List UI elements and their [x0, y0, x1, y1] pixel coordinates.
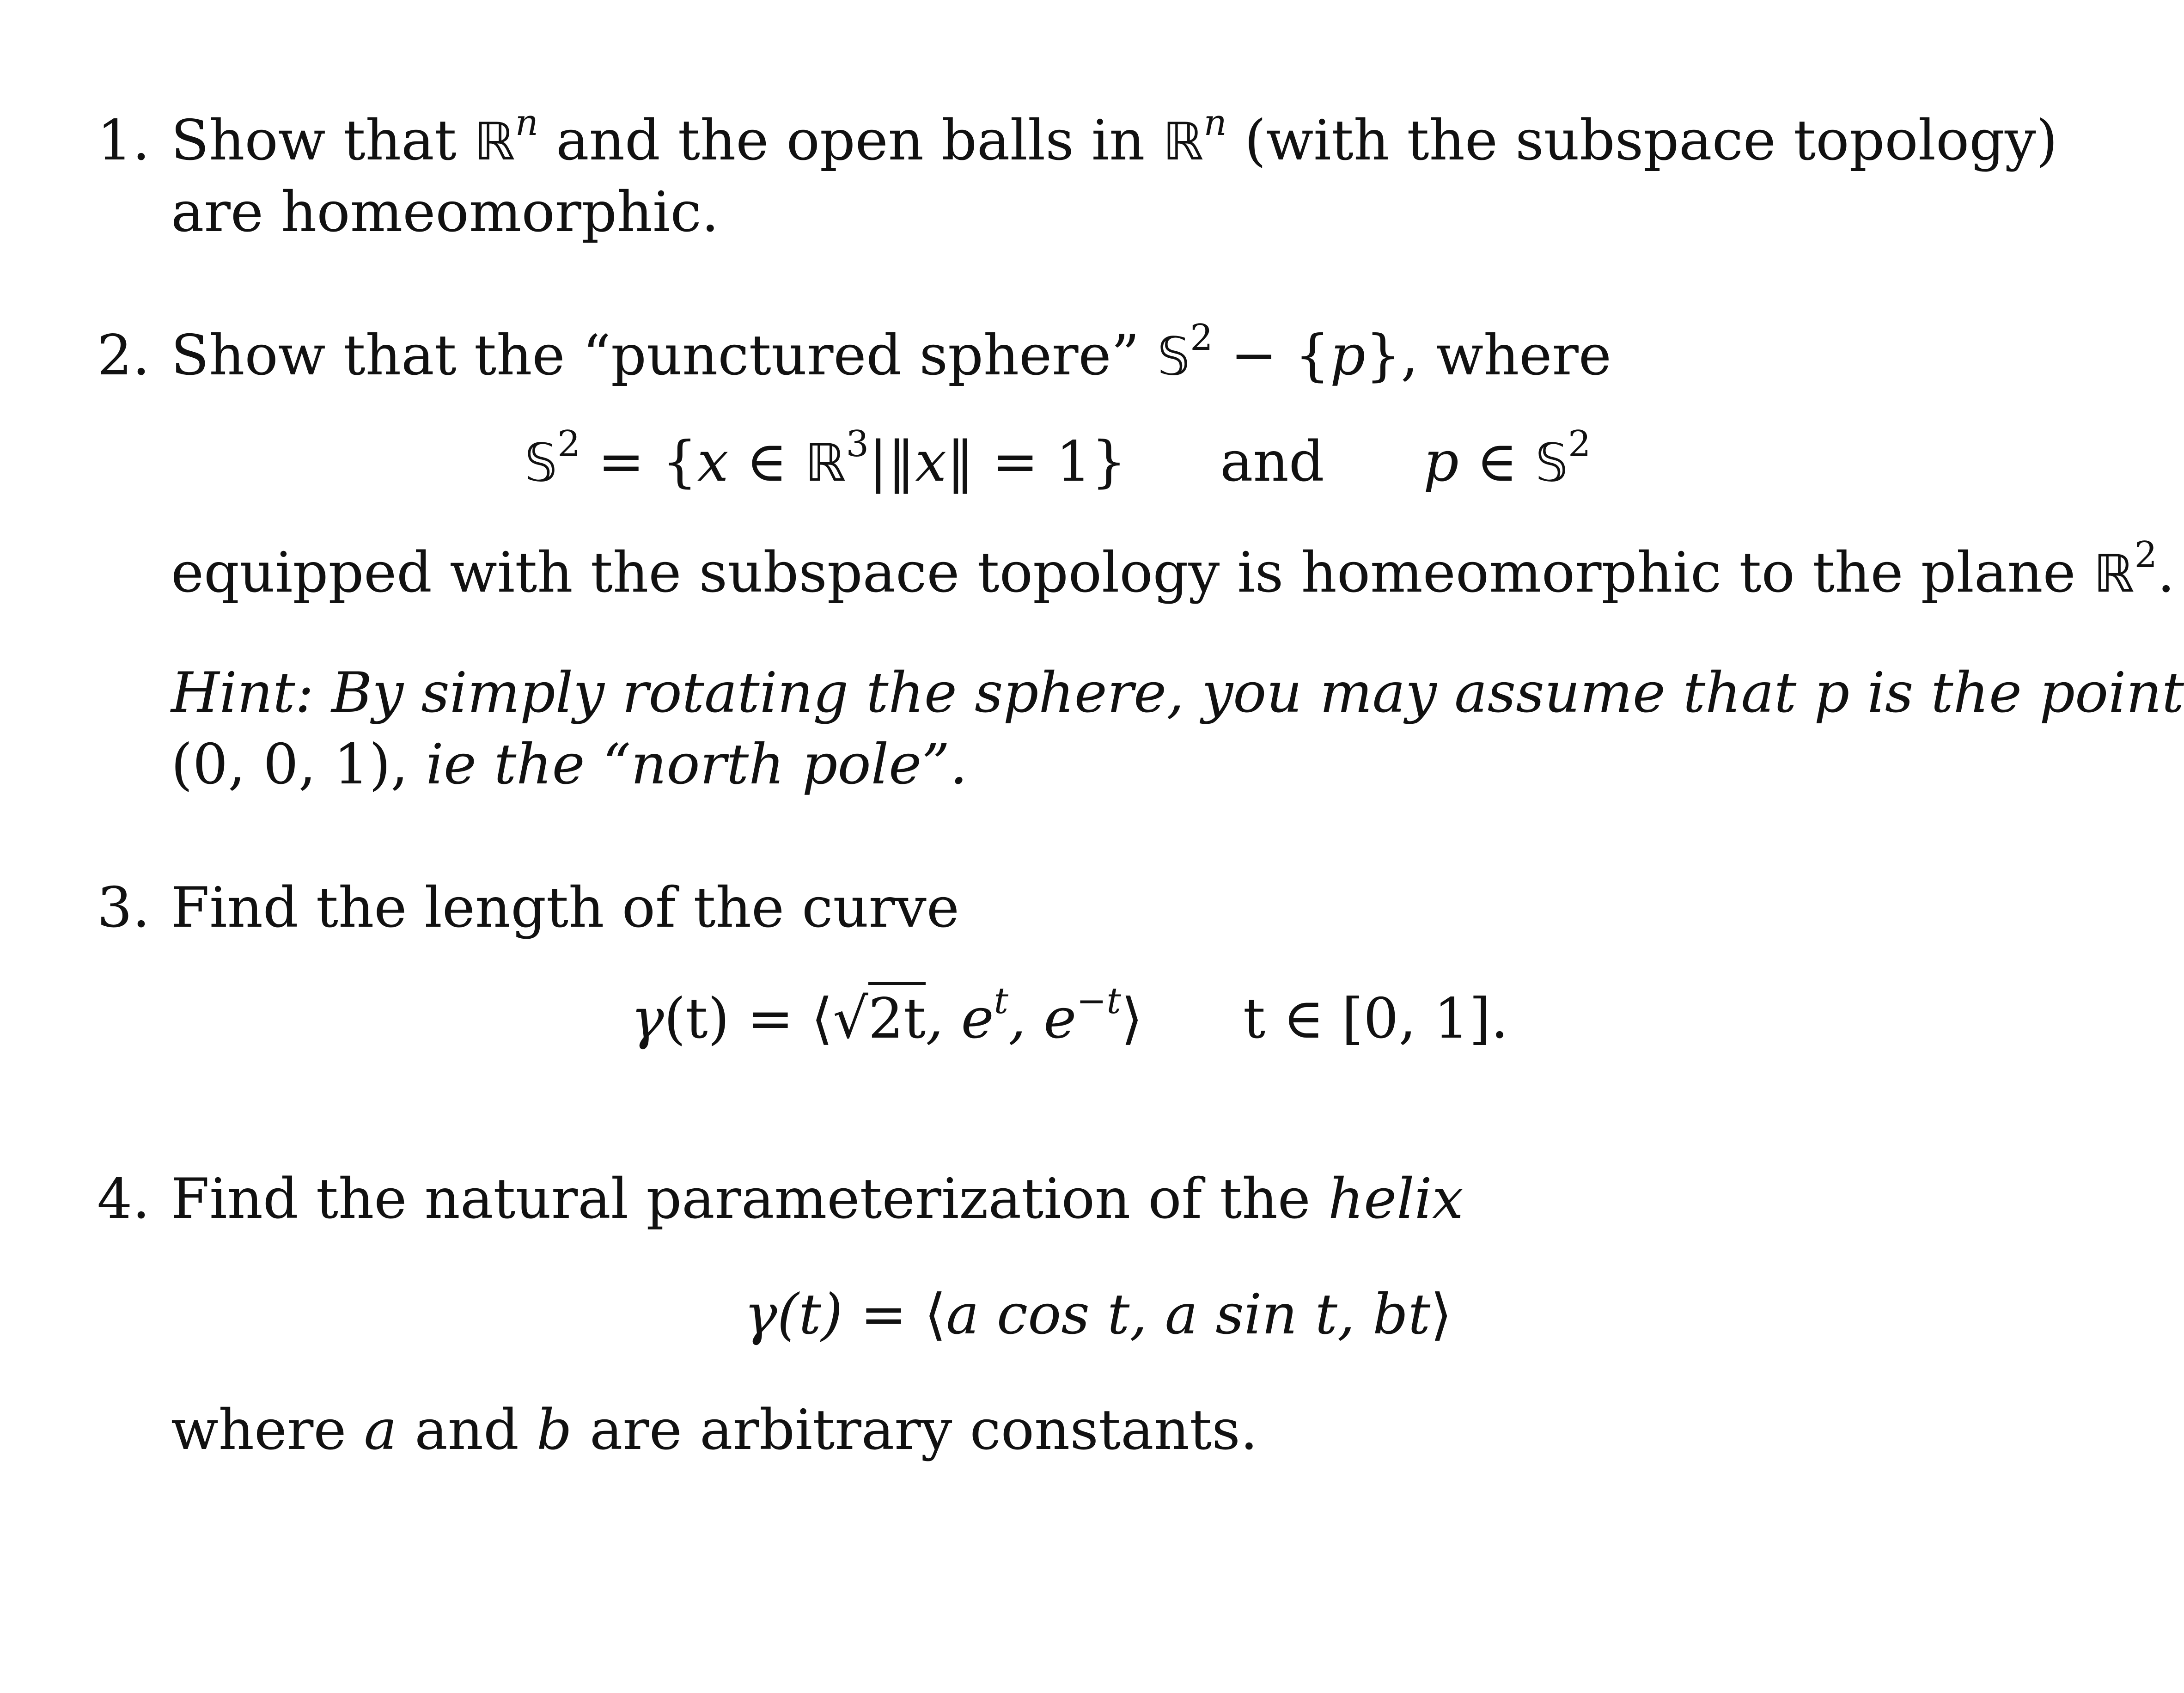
exponent: 3 [846, 423, 869, 465]
variable: b [537, 1398, 572, 1462]
problem-1-line-2: are homeomorphic. [171, 180, 719, 244]
text: is the point [1849, 661, 2184, 725]
exponent: t [994, 980, 1008, 1022]
problem-2-line-2 [171, 534, 2175, 609]
text: where [171, 1398, 364, 1462]
variable: a [364, 1398, 397, 1462]
problem-1-line-1 [171, 102, 2058, 177]
exponent: n [1203, 102, 1227, 144]
problem-3-line-1: Find the length of the curve [171, 876, 959, 940]
sphere-definition-formula [525, 423, 1127, 498]
problem-4-line-1 [171, 1165, 1464, 1234]
variable: γ(t) [744, 1283, 843, 1347]
exponent: 2 [2134, 534, 2158, 576]
text: Show that [171, 109, 475, 173]
reals-symbol: ℝ [1162, 112, 1204, 172]
sphere-symbol: 𝕊 [1535, 433, 1568, 493]
text: ∈ [1458, 430, 1535, 494]
problem-2-line-1 [171, 317, 1611, 391]
exponent: 2 [1568, 423, 1591, 465]
exponent: n [515, 102, 538, 144]
text: (with the subspace topology) [1226, 109, 2058, 173]
text: are arbitrary constants. [572, 1398, 1258, 1462]
text: Find the natural parameterization of the [171, 1167, 1328, 1231]
text: , e [1008, 987, 1077, 1051]
point-membership-formula [1423, 423, 1591, 498]
text: = 1} [974, 430, 1127, 494]
variable: p [1423, 430, 1459, 494]
text: | [869, 430, 888, 494]
text: Hint: By simply rotating the sphere, you may assume that [171, 661, 1814, 725]
sphere-symbol: 𝕊 [1157, 327, 1190, 387]
reals-symbol: ℝ [2093, 544, 2135, 604]
problem-number: 1. [97, 109, 150, 173]
hint-line-1 [171, 659, 2184, 728]
exponent: 2 [557, 423, 580, 465]
problem-number: 4. [97, 1167, 150, 1231]
text: ∈ [728, 430, 805, 494]
text: a cos t, a sin t, bt [946, 1283, 1431, 1347]
sphere-symbol: 𝕊 [525, 433, 558, 493]
text: ⟩ [1121, 987, 1143, 1051]
and-word: and [1220, 430, 1324, 494]
helix-formula [744, 1280, 1452, 1350]
text: = { [580, 430, 697, 494]
text: equipped with the subspace topology is homeomorphic to the plane [171, 541, 2093, 605]
text: and the open balls in [538, 109, 1163, 173]
text: Show that the “punctured sphere” [171, 324, 1158, 388]
text: (t) [664, 987, 730, 1051]
curve-formula [631, 980, 1143, 1054]
problem-number: 3. [97, 876, 150, 940]
reals-symbol: ℝ [805, 433, 846, 493]
hint-line-2 [171, 730, 968, 800]
text: ie the “north pole”. [426, 733, 968, 797]
problem-number: 2. [97, 324, 150, 388]
text: = ⟨ [842, 1283, 946, 1347]
exponent: −t [1076, 980, 1121, 1022]
text: (0, 0, 1), [171, 733, 426, 797]
reals-symbol: ℝ [474, 112, 515, 172]
variable: p [1330, 324, 1366, 388]
radicand: 2t [868, 982, 926, 1051]
emphasis: helix [1328, 1167, 1464, 1231]
text: and [397, 1398, 537, 1462]
norm: ‖x‖ [887, 430, 975, 494]
text: ⟩ [1430, 1283, 1452, 1347]
variable: γ [631, 987, 664, 1051]
text: . [2157, 541, 2175, 605]
problem-4-line-2 [171, 1396, 1258, 1465]
parameter-range: t ∈ [0, 1]. [1243, 987, 1509, 1051]
exponent: 2 [1190, 317, 1213, 359]
text: = ⟨√ [729, 987, 868, 1051]
variable: p [1814, 661, 1850, 725]
text: − { [1213, 324, 1330, 388]
text: }, where [1365, 324, 1611, 388]
variable: x [697, 430, 729, 494]
text: , e [926, 987, 994, 1051]
